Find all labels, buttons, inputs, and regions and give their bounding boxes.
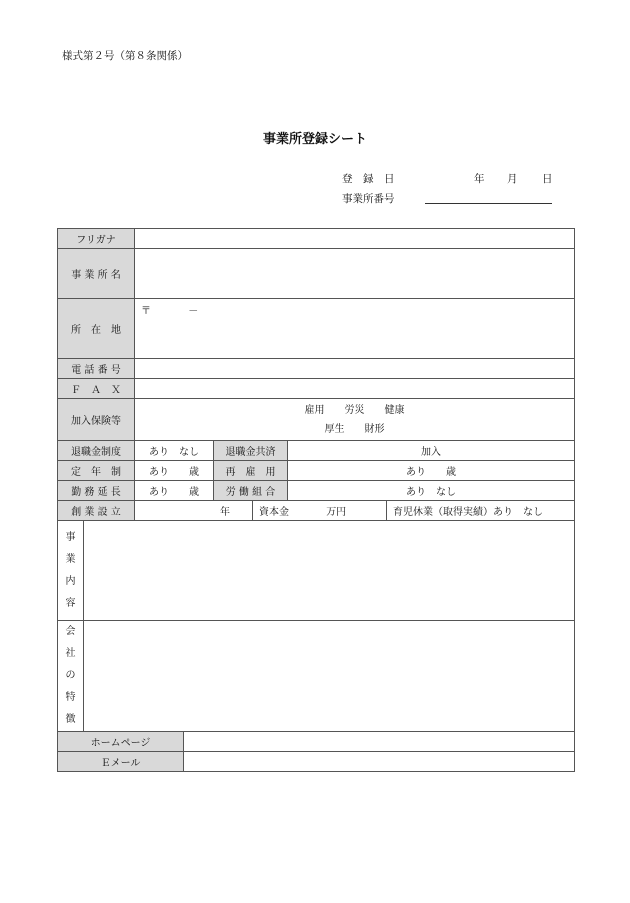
fax-input[interactable]	[135, 379, 575, 399]
childcare-leave[interactable]: 育児休業（取得実績）あり なし	[387, 501, 575, 521]
insurance-options-line-2: 厚生 財形	[324, 423, 385, 435]
email-input[interactable]	[184, 752, 575, 772]
registration-date-label: 登 録 日	[342, 173, 395, 185]
capital-cell[interactable]	[253, 501, 387, 521]
furigana-input[interactable]	[135, 229, 575, 249]
extension-label: 勤 務 延 長	[58, 481, 135, 501]
business-content-input[interactable]	[84, 521, 575, 621]
company-features-char-5: 徴	[65, 714, 76, 725]
insurance-options[interactable]	[135, 399, 575, 441]
registration-form-table	[57, 228, 575, 772]
business-content-char-4: 容	[65, 598, 76, 609]
insurance-row	[58, 399, 575, 441]
retirement-system-value[interactable]: あり なし	[135, 441, 214, 461]
registration-date-row	[342, 171, 557, 187]
address-row	[58, 299, 575, 359]
founded-row	[58, 501, 575, 521]
fax-row	[58, 379, 575, 399]
company-features-input[interactable]	[84, 621, 575, 732]
retirement-age-label: 定 年 制	[58, 461, 135, 481]
retirement-system-label: 退職金制度	[58, 441, 135, 461]
company-features-row	[58, 621, 575, 732]
insurance-label: 加入保険等	[58, 399, 135, 441]
phone-label: 電 話 番 号	[58, 359, 135, 379]
business-content-label	[58, 521, 84, 621]
postal-mark: 〒	[141, 306, 151, 317]
day-label: 日	[542, 173, 553, 185]
rehire-value[interactable]: あり 歳	[288, 461, 575, 481]
fax-label: Ｆ Ａ Ｘ	[58, 379, 135, 399]
retirement-mutual-value[interactable]: 加入	[288, 441, 575, 461]
office-name-row	[58, 249, 575, 299]
union-value[interactable]: あり なし	[288, 481, 575, 501]
address-label: 所 在 地	[58, 299, 135, 359]
founded-year[interactable]: 年	[135, 501, 253, 521]
year-label: 年	[474, 173, 485, 185]
extension-row	[58, 481, 575, 501]
phone-input[interactable]	[135, 359, 575, 379]
business-content-char-1: 事	[65, 532, 76, 543]
furigana-row	[58, 229, 575, 249]
retirement-age-value[interactable]: あり 歳	[135, 461, 214, 481]
retirement-mutual-label: 退職金共済	[214, 441, 288, 461]
extension-value[interactable]: あり 歳	[135, 481, 214, 501]
form-reference: 様式第２号（第８条関係）	[62, 50, 188, 62]
capital-label: 資本金	[259, 507, 289, 518]
rehire-label: 再 雇 用	[214, 461, 288, 481]
email-label: Ｅメール	[58, 752, 184, 772]
office-number-label: 事業所番号	[342, 193, 395, 205]
office-number-row	[342, 191, 557, 207]
business-content-row	[58, 521, 575, 621]
business-content-char-2: 業	[65, 554, 76, 565]
company-features-label	[58, 621, 84, 732]
furigana-label: フリガナ	[58, 229, 135, 249]
email-row	[58, 752, 575, 772]
company-features-char-4: 特	[65, 692, 76, 703]
insurance-options-line-1: 雇用 労災 健康	[304, 404, 405, 416]
company-features-char-2: 社	[65, 648, 76, 659]
company-features-char-1: 会	[65, 626, 76, 637]
homepage-input[interactable]	[184, 732, 575, 752]
company-features-char-3: の	[65, 670, 76, 681]
office-number-field[interactable]	[425, 203, 552, 204]
founded-label: 創 業 設 立	[58, 501, 135, 521]
union-label: 労 働 組 合	[214, 481, 288, 501]
office-name-label: 事 業 所 名	[58, 249, 135, 299]
retirement-row	[58, 441, 575, 461]
capital-unit: 万円	[326, 507, 347, 518]
postal-dash: －	[188, 306, 199, 317]
retirement-age-row	[58, 461, 575, 481]
month-label: 月	[507, 173, 518, 185]
address-input[interactable]	[135, 299, 575, 359]
phone-row	[58, 359, 575, 379]
business-content-char-3: 内	[65, 576, 76, 587]
homepage-label: ホームページ	[58, 732, 184, 752]
homepage-row	[58, 732, 575, 752]
page-title: 事業所登録シート	[262, 132, 367, 147]
office-name-input[interactable]	[135, 249, 575, 299]
